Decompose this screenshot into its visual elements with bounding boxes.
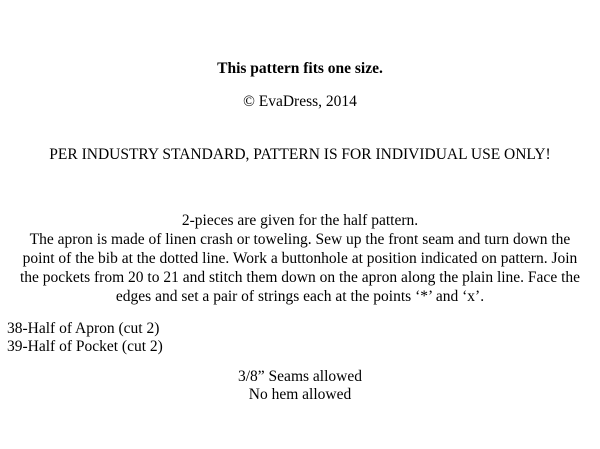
instruction-line: The apron is made of linen crash or toweling. Sew up the front seam and turn down the xyxy=(29,231,571,248)
fit-note: This pattern fits one size. xyxy=(217,60,383,77)
instruction-line: point of the bib at the dotted line. Work a buttonhole at position indicated on pattern. Join xyxy=(22,250,578,267)
piece-pocket: 39-Half of Pocket (cut 2) xyxy=(7,338,163,355)
hem-allowance: No hem allowed xyxy=(248,386,352,403)
instruction-line: the pockets from 20 to 21 and stitch them down on the apron along the plain line. Face the xyxy=(19,269,581,286)
copyright-line: © EvaDress, 2014 xyxy=(243,93,357,110)
instruction-line: 2-pieces are given for the half pattern. xyxy=(181,212,419,229)
industry-notice: PER INDUSTRY STANDARD, PATTERN IS FOR INDIVIDUAL USE ONLY! xyxy=(49,146,551,163)
seam-allowance: 3/8” Seams allowed xyxy=(238,368,362,385)
instruction-line: edges and set a pair of strings each at the points ‘*’ and ‘x’. xyxy=(115,288,485,305)
piece-apron: 38-Half of Apron (cut 2) xyxy=(7,320,160,337)
